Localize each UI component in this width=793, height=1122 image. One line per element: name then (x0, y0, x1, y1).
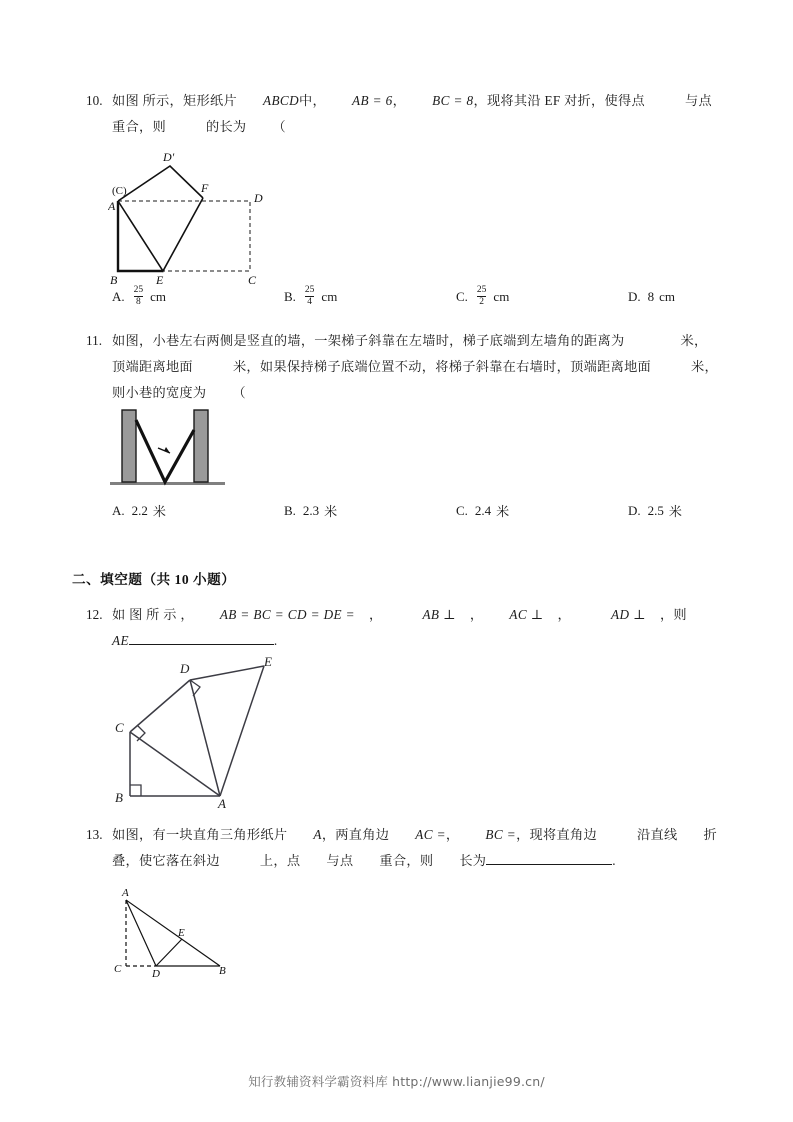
q11-text-b: 顶端距离地面 (112, 359, 193, 374)
svg-text:A: A (108, 199, 116, 213)
svg-text:E: E (156, 273, 164, 286)
svg-text:D: D (152, 968, 160, 978)
q12-text-a: 如 图 所 示 ， (112, 607, 194, 622)
q10-text-d: ，现将其沿 EF 对折，使得点 (473, 93, 645, 108)
svg-text:D: D (180, 661, 190, 676)
question-11-number: 11. (86, 333, 102, 348)
option-10-a[interactable] (112, 286, 284, 308)
svg-text:A: A (218, 796, 226, 808)
q11-text-c-tail: 米， (691, 359, 719, 374)
q11-text-a-tail: 米， (680, 333, 708, 348)
option-11-a[interactable] (112, 501, 284, 520)
option-11-b[interactable] (284, 501, 456, 520)
q13-text-h: 上，点 (259, 853, 301, 868)
option-10-c-denominator: 2 (479, 296, 485, 307)
q11-text-e: （ (232, 385, 246, 400)
question-11-line-3 (86, 380, 726, 406)
option-11-b-label: B. (284, 502, 296, 518)
option-10-c[interactable] (456, 286, 628, 308)
q11-text-a: 如图，小巷左右两侧是竖直的墙，一架梯子斜靠在左墙时，梯子底端到左墙角的距离为 (112, 333, 625, 348)
q12-text-e: ，则 (659, 607, 687, 622)
folded-right-triangle-figure (112, 886, 234, 978)
question-12-number: 12. (86, 607, 103, 622)
q13-text-b: ，两直角边 (321, 827, 390, 842)
q11-text-d: 则小巷的宽度为 (112, 385, 207, 400)
rectangle-fold-figure (108, 146, 278, 286)
question-12-line-2 (86, 628, 726, 654)
q13-text-d: ，现将直角边 (516, 827, 597, 842)
q13-text-j: 重合，则 (379, 853, 434, 868)
option-10-b-label: B. (284, 289, 296, 305)
q13-text-f: 折 (703, 827, 717, 842)
option-11-d-unit: 米 (668, 504, 682, 519)
option-10-c-label: C. (456, 289, 468, 305)
q10-math-abcd: ABCD (262, 93, 300, 108)
option-10-b[interactable] (284, 286, 456, 308)
option-10-d-unit: cm (659, 289, 676, 305)
q10-text-c: ， (392, 93, 407, 108)
q10-text-f: 重合，则 (112, 119, 166, 134)
question-13-text (86, 822, 726, 874)
right-triangle-spiral-figure (112, 656, 278, 808)
question-10-options (112, 286, 732, 308)
q10-text-g: 的长为 (205, 119, 247, 134)
option-11-c-value: 2.4 (474, 502, 492, 518)
q13-math-ac: AC = (415, 827, 446, 842)
question-11-line-1 (86, 328, 726, 354)
option-11-d-value: 2.5 (647, 502, 664, 518)
svg-text:B: B (219, 965, 226, 977)
section-heading-fill-in-blanks: 二、填空题（共 10 小题） (72, 572, 236, 587)
option-11-a-label: A. (112, 502, 125, 518)
option-10-d-value: 8 (647, 289, 655, 305)
question-10-line-1 (86, 88, 726, 114)
svg-text:D': D' (163, 150, 175, 164)
alley-ladder-figure (110, 406, 225, 492)
option-10-a-numerator: 25 (133, 285, 144, 295)
q10-text-b: 中， (299, 93, 326, 108)
option-11-b-value: 2.3 (302, 502, 320, 518)
option-11-d[interactable] (628, 501, 682, 520)
q13-math-a: A (313, 827, 322, 842)
question-13-line-1 (86, 822, 726, 848)
q10-math-ab: AB = 6 (352, 93, 393, 108)
q12-math-ad-perp: AD ⊥ (611, 607, 646, 622)
q13-math-bc: BC = (485, 827, 517, 842)
q12-text-d: ， (557, 607, 572, 622)
svg-text:E: E (264, 656, 272, 669)
question-12-answer-blank[interactable] (129, 631, 274, 645)
svg-text:C: C (248, 273, 257, 286)
svg-text:B: B (115, 790, 123, 805)
q12-math-ab-perp: AB ⊥ (422, 607, 456, 622)
svg-text:B: B (110, 273, 118, 286)
option-10-b-fraction (303, 285, 317, 307)
question-11-text (86, 328, 726, 406)
option-10-a-fraction (132, 285, 146, 307)
option-11-a-unit: 米 (152, 504, 166, 519)
question-11-line-2 (86, 354, 726, 380)
q13-text-k: 长为 (459, 853, 487, 868)
q10-text-a: 如图 所示，矩形纸片 (112, 93, 237, 108)
svg-text:A: A (122, 887, 129, 899)
q13-text-c: ， (445, 827, 460, 842)
q10-text-e: 与点 (685, 93, 712, 108)
option-10-c-numerator: 25 (476, 285, 487, 295)
question-13-answer-blank[interactable] (486, 851, 612, 865)
q11-text-c: 米，如果保持梯子底端位置不动，将梯子斜靠在右墙时，顶端距离地面 (232, 359, 652, 374)
q12-period: . (273, 633, 278, 648)
question-10-line-2 (86, 114, 726, 140)
q13-period: . (612, 853, 616, 868)
option-10-b-numerator: 25 (304, 285, 315, 295)
q10-math-bc: BC = 8 (432, 93, 474, 108)
option-10-d-label: D. (628, 289, 641, 305)
option-10-a-unit: cm (150, 289, 167, 305)
svg-text:(C): (C) (112, 185, 127, 197)
q12-math-chain: AB = BC = CD = DE = (219, 607, 355, 622)
option-10-b-denominator: 4 (307, 296, 313, 307)
q10-text-h: （ (272, 119, 286, 134)
question-13-number: 13. (86, 827, 103, 842)
question-12-line-1 (86, 602, 726, 628)
option-11-b-unit: 米 (324, 504, 338, 519)
svg-text:D: D (254, 191, 263, 205)
option-10-d[interactable] (628, 286, 675, 308)
q12-math-ac-perp: AC ⊥ (509, 607, 544, 622)
question-11-options (112, 501, 732, 520)
option-11-d-label: D. (628, 502, 641, 518)
q12-math-ae: AE (112, 633, 129, 648)
question-13-line-2 (86, 848, 726, 874)
option-10-a-label: A. (112, 289, 125, 305)
q13-text-i: 与点 (326, 853, 354, 868)
q13-text-a: 如图，有一块直角三角形纸片 (112, 827, 288, 842)
option-10-c-fraction (475, 285, 489, 307)
option-11-c-unit: 米 (496, 504, 510, 519)
question-10-text (86, 88, 726, 140)
svg-text:E: E (178, 927, 185, 939)
option-11-c[interactable] (456, 501, 628, 520)
option-11-a-value: 2.2 (131, 502, 148, 518)
option-10-b-unit: cm (321, 289, 338, 305)
q13-text-g: 叠，使它落在斜边 (112, 853, 220, 868)
question-10-number: 10. (86, 93, 103, 108)
q12-text-c: ， (469, 607, 484, 622)
q12-text-b: ， (368, 607, 383, 622)
svg-text:C: C (114, 963, 122, 975)
svg-text:C: C (115, 720, 124, 735)
footer-watermark: 知行教辅资料学霸资料库 http://www.lianjie99.cn/ (248, 1074, 545, 1089)
option-11-c-label: C. (456, 502, 468, 518)
q13-text-e: 沿直线 (637, 827, 678, 842)
option-10-a-denominator: 8 (136, 296, 141, 307)
option-10-c-unit: cm (493, 289, 510, 305)
svg-text:F: F (201, 181, 209, 195)
question-12-text (86, 602, 726, 654)
